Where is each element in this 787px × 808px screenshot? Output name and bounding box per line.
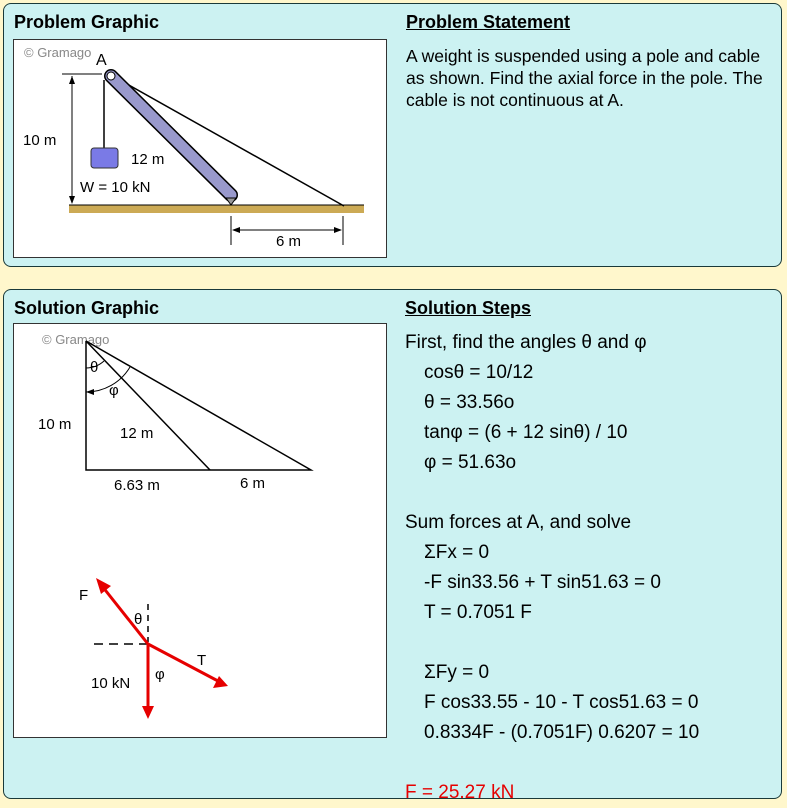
problem-statement: A weight is suspended using a pole and cable as shown. Find the axial force in the pole. The cable is not continuous at A.: [406, 46, 763, 110]
arrowhead-t-icon: [213, 676, 228, 688]
solution-diagram: [14, 324, 386, 737]
pin-a: [107, 72, 115, 80]
solution-graphic: [13, 323, 387, 738]
step-line: tanφ = (6 + 12 sinθ) / 10: [424, 422, 628, 443]
base-label: 6 m: [276, 233, 302, 250]
height-label: 10 m: [23, 132, 57, 149]
arrow-down-icon: [69, 196, 75, 204]
base-right-label: 6 m: [240, 475, 266, 492]
watermark: © Gramago: [42, 332, 110, 347]
weight-label: 10 kN: [91, 675, 131, 692]
step-line: 0.8334F - (0.7051F) 0.6207 = 10: [424, 722, 700, 743]
force-f-label: F: [79, 587, 89, 604]
arrow-up-icon: [69, 76, 75, 84]
fbd-theta-label: θ: [134, 611, 143, 628]
pole-length-label: 12 m: [131, 151, 165, 168]
arrowhead-w-icon: [142, 706, 154, 719]
problem-diagram: [14, 40, 386, 257]
solution-graphic-title: Solution Graphic: [14, 298, 160, 318]
step-line: φ = 51.63o: [424, 452, 517, 473]
solution-steps-title: Solution Steps: [405, 298, 531, 318]
step-line: -F sin33.56 + T sin51.63 = 0: [424, 572, 661, 593]
problem-statement-title: Problem Statement: [406, 12, 571, 32]
weight-block: [91, 148, 118, 168]
pole-base-icon: [226, 198, 236, 205]
step-line: F cos33.55 - 10 - T cos51.63 = 0: [424, 692, 699, 713]
fbd-phi-label: φ: [155, 666, 165, 683]
ground: [69, 205, 364, 213]
height-label: 10 m: [38, 416, 72, 433]
weight-label: W = 10 kN: [80, 179, 151, 196]
phi-label: φ: [109, 382, 119, 399]
step-spacer: [405, 628, 699, 658]
step-line: ΣFx = 0: [424, 542, 490, 563]
pole: [111, 76, 231, 195]
step-line: [405, 358, 699, 388]
step-line: θ = 33.56o: [424, 392, 515, 413]
arrow-right-icon: [334, 227, 342, 233]
arrowhead-icon: [86, 389, 94, 395]
base-left-label: 6.63 m: [114, 477, 160, 494]
step-line: ΣFy = 0: [424, 662, 490, 683]
problem-graphic-title: Problem Graphic: [14, 12, 160, 32]
pole-length-label: 12 m: [120, 425, 154, 442]
final-answer: F = 25.27 kN: [405, 782, 515, 803]
pole-line: [86, 341, 210, 470]
force-t-label: T: [197, 652, 207, 669]
problem-graphic: [13, 39, 387, 258]
step-line-part: cosθ = 10/12: [424, 362, 534, 383]
arrow-left-icon: [232, 227, 240, 233]
step-line: Sum forces at A, and solve: [405, 512, 632, 533]
step-line: First, find the angles θ and φ: [405, 332, 647, 353]
step-line: T = 0.7051 F: [424, 602, 532, 623]
solution-steps: [405, 328, 699, 808]
step-spacer: [405, 478, 699, 508]
triangle-outline: [86, 341, 311, 470]
step-spacer: [405, 748, 699, 778]
watermark: © Gramago: [24, 45, 92, 60]
point-a-label: A: [96, 52, 107, 69]
theta-label: θ: [90, 359, 99, 376]
arrowhead-f-icon: [96, 578, 111, 594]
